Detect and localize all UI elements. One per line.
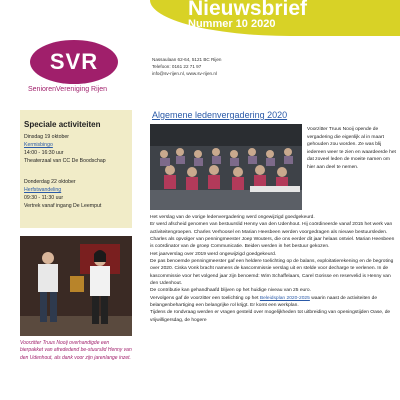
paragraph xyxy=(150,295,398,310)
phone-line: Telefoon: 0161 22 71 97 xyxy=(152,64,202,69)
paragraph: De contributie kan gehandhaafd blijven op het huidige niveau van 25 euro. xyxy=(150,288,311,294)
photo-caption: Voorzitter Truus Nooij overhandigde een bierpakket van afrededend be-stuurslid Henny van den Udenhout, als dank voor zijn jarenlange inzet. xyxy=(20,340,132,361)
svr-logo xyxy=(30,40,118,84)
meeting-photo xyxy=(150,124,302,210)
paragraph: Het jaarverslag over 2019 werd ongewijzigd goedgekeurd. xyxy=(150,251,277,257)
issue-number: Nummer 10 2020 xyxy=(188,18,276,30)
paragraph: Het verslag van de vorige ledenvergadering werd ongewijzigd goedgekeurd. xyxy=(150,215,315,220)
event-link[interactable]: Herfstwandeling xyxy=(24,187,62,193)
paragraph-text: Vervolgens gaf de voorzitter een toelichting op het xyxy=(150,295,260,301)
event-place: Vertrek vanaf ingang De Leemput xyxy=(24,203,102,209)
paragraph: Tijdens de rondvraag werden er vragen gesteld over mogelijkheden tot uitbreiding van openingstijden Oase, de vrijwilligersdag, de hogere xyxy=(150,310,391,323)
address-block xyxy=(152,56,312,77)
event-time: 09:30 - 11:30 uur xyxy=(24,195,64,201)
paragraph: Er werd afscheid genomen van bestuurslid Henny van den Udenhout. Hij coördineerde vanaf 2015 het werk van activiteitengroepen. Charles Verhoosel en Marian Heesbeen werden voorgedragen als nieuwe bestuursleden. Charles als opvolger van penningmeester Joep Wouters, die ons eerder dit jaar helaas ontviel. Marian Heesbeen is coördinator van de groep Communicatie. Beiden werden in het bestuur gekozen. xyxy=(150,222,395,250)
intro-text: Voorzitter Truus Nooij opende de vergadering die eigenlijk al in maart gehouden zou worden. Ze was blij iedereen weer te zien en waardeerde het dat zoveel leden de moeite namen om hier aan deel te nemen. xyxy=(307,127,396,170)
event-date: Dinsdag 19 oktober xyxy=(24,134,69,140)
event-name[interactable] xyxy=(24,141,53,149)
beleidsplan-link[interactable]: Beleidsplan 2020-2025 xyxy=(259,295,310,301)
contact-line[interactable]: info@sv-rijen.nl, www.sv-rijen.nl xyxy=(152,71,217,76)
article-title[interactable]: Algemene ledenvergadering 2020 xyxy=(152,110,288,120)
address-line: Nassaulaan 62-64, 5121 BC Rijen xyxy=(152,57,222,62)
event-name[interactable] xyxy=(24,186,61,194)
logo-caption: SeniorenVereniging Rijen xyxy=(28,86,107,93)
event-place: Theaterzaal van CC De Boodschap xyxy=(24,158,106,164)
event-date: Donderdag 22 oktober xyxy=(24,179,76,185)
event-time: 14:00 - 16:30 uur xyxy=(24,150,64,156)
article-body xyxy=(150,214,398,324)
paragraph: De pas benoemde penningmeester gaf een heldere toelichting op de balans, exploitatierekening en de begroting over 2020. Ciska Vonk bracht namens de kascommissie verslag uit en stelde voor decharge te verlenen. In de kascommissie voor het volgend jaar zijn benoemd: Wim Schaffelaars, Carel Gorisse en reservelid is Henny van den Udenhout. xyxy=(150,259,394,287)
newsletter-title: Nieuwsbrief xyxy=(188,0,308,20)
special-activities-title: Speciale activiteiten xyxy=(24,120,101,129)
paragraph-text: waarin naast de activiteiten de belangenbehartiging een belangrijke rol krijgt. Er komt een werkplan. xyxy=(150,295,378,309)
logo-text: SVR xyxy=(49,49,99,74)
farewell-photo xyxy=(20,236,132,336)
event-link[interactable]: Kermisbingo xyxy=(24,142,53,148)
